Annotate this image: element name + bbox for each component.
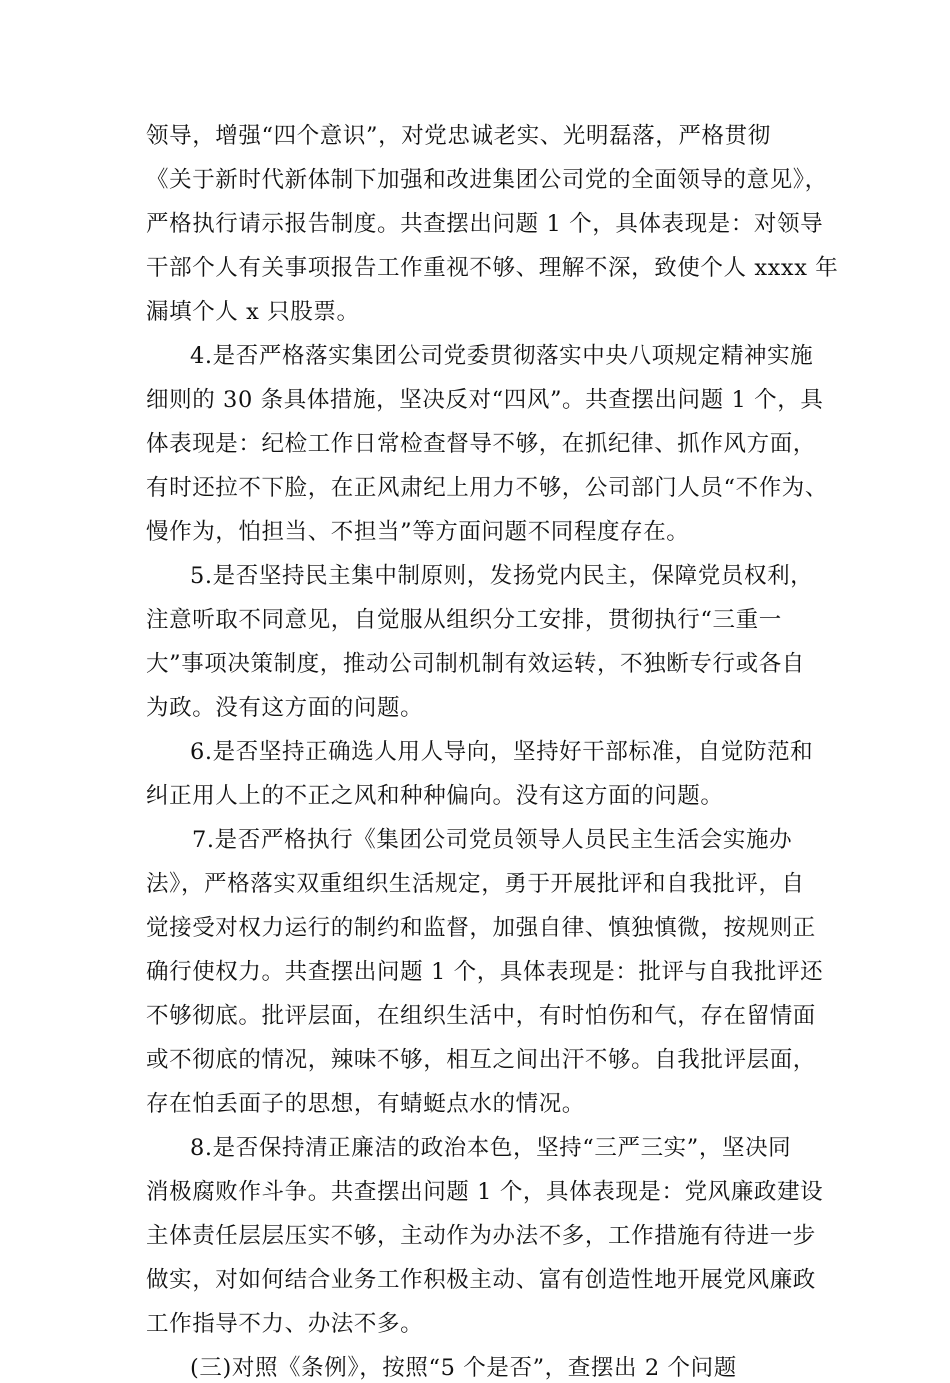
text-line: 大”事项决策制度，推动公司制机制有效运转，不独断专行或各自: [146, 651, 805, 677]
text-line: 纠正用人上的不正之风和种种偏向。没有这方面的问题。: [146, 783, 724, 809]
text-line: 工作指导不力、办法不多。: [146, 1311, 424, 1337]
paragraph-start-line: 5.是否坚持民主集中制原则，发扬党内民主，保障党员权利，: [190, 563, 814, 589]
text-line: 《关于新时代新体制下加强和改进集团公司党的全面领导的意见》，: [146, 167, 828, 193]
text-line: 漏填个人 x 只股票。: [146, 299, 360, 325]
text-line: 存在怕丢面子的思想，有蜻蜓点水的情况。: [146, 1091, 585, 1117]
text-line: 干部个人有关事项报告工作重视不够、理解不深，致使个人 xxxx 年: [146, 255, 839, 281]
text-line: 注意听取不同意见，自觉服从组织分工安排，贯彻执行“三重一: [146, 607, 782, 633]
text-line: 体表现是：纪检工作日常检查督导不够，在抓纪律、抓作风方面，: [146, 431, 816, 457]
text-line: 慢作为，怕担当、不担当”等方面问题不同程度存在。: [146, 519, 690, 545]
text-line: 领导，增强“四个意识”，对党忠诚老实、光明磊落，严格贯彻: [146, 123, 771, 149]
text-line: 消极腐败作斗争。共查摆出问题 1 个，具体表现是：党风廉政建设: [146, 1179, 824, 1205]
text-line: 细则的 30 条具体措施，坚决反对“四风”。共查摆出问题 1 个，具: [146, 387, 824, 413]
text-line: 为政。没有这方面的问题。: [146, 695, 424, 721]
text-line: 或不彻底的情况，辣味不够，相互之间出汗不够。自我批评层面，: [146, 1047, 816, 1073]
text-line: 做实，对如何结合业务工作积极主动、富有创造性地开展党风廉政: [146, 1267, 816, 1293]
text-line: 觉接受对权力运行的制约和监督，加强自律、慎独慎微，按规则正: [146, 915, 816, 941]
paragraph-start-line: 7.是否严格执行《集团公司党员领导人员民主生活会实施办: [192, 827, 793, 853]
paragraph-start-line: 4.是否严格落实集团公司党委贯彻落实中央八项规定精神实施: [190, 343, 814, 369]
text-line: 有时还拉不下脸，在正风肃纪上用力不够，公司部门人员“不作为、: [146, 475, 829, 501]
text-line: 确行使权力。共查摆出问题 1 个，具体表现是：批评与自我批评还: [146, 959, 824, 985]
text-line: 主体责任层层压实不够，主动作为办法不多，工作措施有待进一步: [146, 1223, 816, 1249]
text-line: 法》，严格落实双重组织生活规定，勇于开展批评和自我批评，自: [146, 871, 805, 897]
paragraph-start-line: 6.是否坚持正确选人用人导向，坚持好干部标准，自觉防范和: [190, 739, 814, 765]
section-heading: (三)对照《条例》，按照“5 个是否”，查摆出 2 个问题: [190, 1355, 737, 1381]
paragraph-start-line: 8.是否保持清正廉洁的政治本色，坚持“三严三实”，坚决同: [190, 1135, 792, 1161]
text-line: 严格执行请示报告制度。共查摆出问题 1 个，具体表现是：对领导: [146, 211, 824, 237]
text-line: 不够彻底。批评层面，在组织生活中，有时怕伤和气，存在留情面: [146, 1003, 816, 1029]
